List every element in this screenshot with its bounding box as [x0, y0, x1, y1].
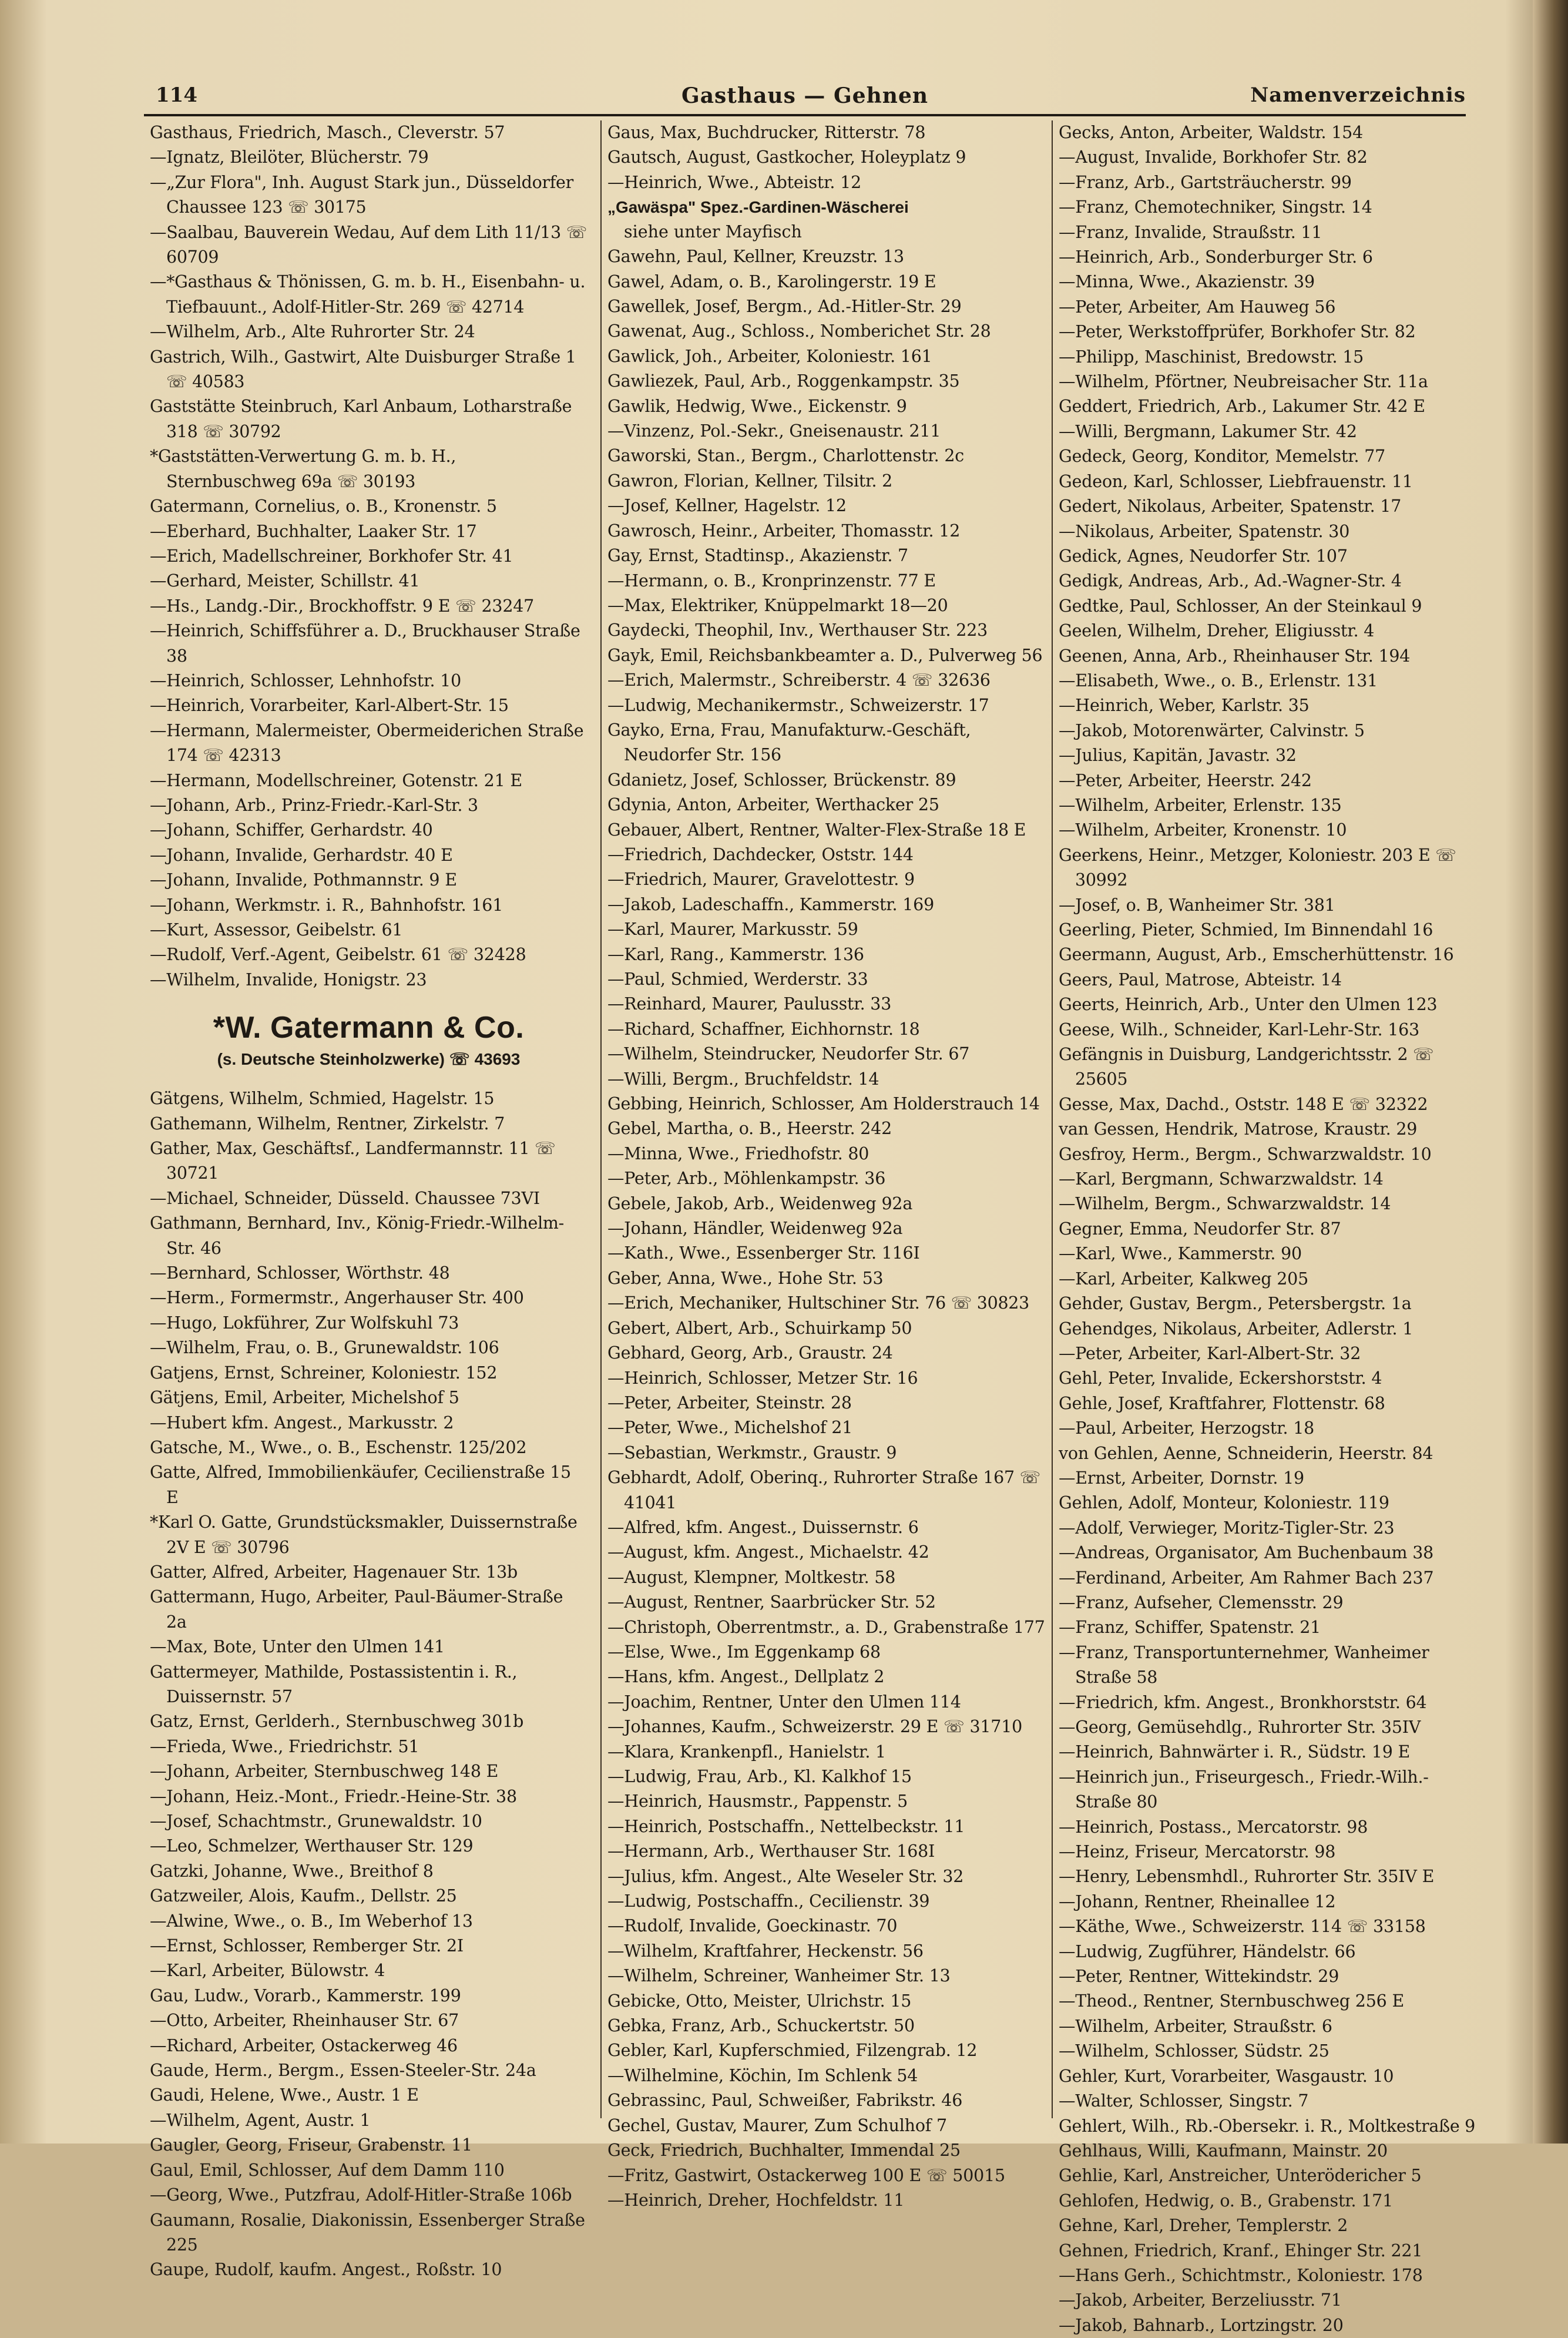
directory-entry: —Heinrich, Postass., Mercatorstr. 98 [1059, 1817, 1368, 1837]
directory-entry: Geelen, Wilhelm, Dreher, Eligiusstr. 4 [1059, 621, 1375, 641]
directory-entry: —Henry, Lebensmhdl., Ruhrorter Str. 35IV E [1059, 1867, 1435, 1887]
directory-entry: —Else, Wwe., Im Eggenkamp 68 [607, 1642, 881, 1662]
directory-entry: Gaumann, Rosalie, Diakonissin, Essenberger Straße 225 [150, 2210, 585, 2255]
column-2-entries-bottom [607, 244, 1054, 2213]
directory-entry: Gatz, Ernst, Gerlderh., Sternbuschweg 301b [150, 1712, 524, 1732]
directory-entry: —Saalbau, Bauverein Wedau, Auf dem Lith 11/13 ☏ 60709 [150, 222, 587, 267]
directory-entry: Gehlofen, Hedwig, o. B., Grabenstr. 171 [1059, 2191, 1394, 2210]
directory-entry: —Klara, Krankenpfl., Hanielstr. 1 [607, 1742, 886, 1762]
directory-entry: —Karl, Arbeiter, Kalkweg 205 [1059, 1269, 1309, 1289]
directory-entry: —Peter, Werkstoffprüfer, Borkhofer Str. 82 [1059, 322, 1416, 342]
directory-entry: Gehnen, Friedrich, Kranf., Ehinger Str. 221 [1059, 2240, 1423, 2260]
directory-entry: —Franz, Arb., Gartsträucherstr. 99 [1059, 172, 1352, 192]
directory-entry: —Alfred, kfm. Angest., Duissernstr. 6 [607, 1517, 919, 1537]
column-2 [600, 120, 1054, 2210]
column-3-entries [1059, 120, 1482, 2338]
book-spine [1533, 0, 1568, 2144]
directory-entry: —Heinz, Friseur, Mercatorstr. 98 [1059, 1842, 1336, 1862]
directory-entry: von Gehlen, Aenne, Schneiderin, Heerstr. 84 [1059, 1443, 1433, 1463]
directory-entry: —Hermann, Modellschreiner, Gotenstr. 21 E [150, 770, 522, 790]
directory-entry: Gaus, Max, Buchdrucker, Ritterstr. 78 [607, 123, 926, 142]
directory-entry: Gegner, Emma, Neudorfer Str. 87 [1059, 1219, 1341, 1239]
directory-entry: —Nikolaus, Arbeiter, Spatenstr. 30 [1059, 521, 1350, 541]
directory-entry: —Erich, Madellschreiner, Borkhofer Str. 41 [150, 546, 513, 566]
directory-entry: Gathmann, Bernhard, Inv., König-Friedr.-Wilhelm-Str. 46 [150, 1213, 564, 1258]
directory-entry: —Joachim, Rentner, Unter den Ulmen 114 [607, 1692, 961, 1712]
directory-entry: —Hubert kfm. Angest., Markusstr. 2 [150, 1413, 454, 1433]
directory-entry: —August, Klempner, Moltkestr. 58 [607, 1567, 896, 1587]
gawaspa-notice [607, 195, 1054, 244]
directory-entry: —Hans Gerh., Schichtmstr., Koloniestr. 178 [1059, 2265, 1423, 2285]
directory-entry: —Heinrich, Vorarbeiter, Karl-Albert-Str. 15 [150, 696, 509, 716]
directory-entry: —Johann, Arb., Prinz-Friedr.-Karl-Str. 3 [150, 795, 478, 815]
directory-entry: —Paul, Schmied, Werderstr. 33 [607, 970, 868, 989]
directory-entry: —Peter, Arbeiter, Steinstr. 28 [607, 1393, 852, 1413]
directory-entry: —Erich, Mechaniker, Hultschiner Str. 76 ☏ 30823 [607, 1293, 1029, 1313]
directory-entry: Gesse, Max, Dachd., Oststr. 148 E ☏ 32322 [1059, 1094, 1428, 1114]
directory-entry: —Heinrich, Schiffsführer a. D., Bruckhauser Straße 38 [150, 621, 580, 666]
directory-entry: —Rudolf, Invalide, Goeckinastr. 70 [607, 1916, 898, 1936]
directory-entry: —Hugo, Lokführer, Zur Wolfskuhl 73 [150, 1313, 459, 1333]
directory-entry: —Ferdinand, Arbeiter, Am Rahmer Bach 237 [1059, 1568, 1434, 1588]
directory-entry: —Hermann, Arb., Werthauser Str. 168I [607, 1841, 935, 1861]
directory-entry: —Heinrich, Dreher, Hochfeldstr. 11 [607, 2190, 905, 2210]
directory-entry: —Max, Elektriker, Knüppelmarkt 18—20 [607, 595, 948, 615]
directory-entry: Gastrich, Wilh., Gastwirt, Alte Duisburger Straße 1 ☏ 40583 [150, 347, 576, 392]
page-header [144, 83, 1466, 116]
directory-entry: —Johann, Heiz.-Mont., Friedr.-Heine-Str. 38 [150, 1786, 517, 1806]
directory-entry: —Georg, Gemüsehdlg., Ruhrorter Str. 35IV [1059, 1718, 1421, 1737]
gawaspa-title: „Gawäspa" Spez.-Gardinen-Wäscherei [607, 198, 909, 217]
directory-entry: —Ludwig, Postschaffn., Cecilienstr. 39 [607, 1891, 930, 1911]
directory-entry: —Heinrich, Schlosser, Metzer Str. 16 [607, 1368, 918, 1388]
directory-entry: Gebbing, Heinrich, Schlosser, Am Holderstrauch 14 [607, 1094, 1040, 1114]
directory-entry: Gedeon, Karl, Schlosser, Liebfrauenstr. 11 [1059, 471, 1413, 491]
directory-entry: Gesfroy, Herm., Bergm., Schwarzwaldstr. 10 [1059, 1144, 1432, 1164]
directory-entry: —Adolf, Verwieger, Moritz-Tigler-Str. 23 [1059, 1518, 1395, 1538]
directory-entry: Gefängnis in Duisburg, Landgerichtsstr. 2 ☏ 25605 [1059, 1045, 1434, 1089]
directory-entry: —Karl, Wwe., Kammerstr. 90 [1059, 1244, 1302, 1264]
directory-entry: —Sebastian, Werkmstr., Graustr. 9 [607, 1443, 897, 1462]
directory-entry: —Bernhard, Schlosser, Wörthstr. 48 [150, 1263, 450, 1283]
directory-entry: Gaugler, Georg, Friseur, Grabenstr. 11 [150, 2135, 472, 2155]
directory-entry: —Josef, Kellner, Hagelstr. 12 [607, 496, 847, 516]
directory-entry: —Gerhard, Meister, Schillstr. 41 [150, 571, 420, 591]
directory-entry: —Heinrich, Weber, Karlstr. 35 [1059, 696, 1310, 716]
directory-entry: —Minna, Wwe., Friedhofstr. 80 [607, 1143, 869, 1163]
directory-entry: —Karl, Maurer, Markusstr. 59 [607, 920, 858, 940]
directory-entry: —Eberhard, Buchhalter, Laaker Str. 17 [150, 521, 477, 541]
directory-entry: Gautsch, August, Gastkocher, Holeyplatz 9 [607, 147, 966, 167]
directory-entry: Gebicke, Otto, Meister, Ulrichstr. 15 [607, 1991, 912, 2011]
directory-entry: Geerling, Pieter, Schmied, Im Binnendahl 16 [1059, 920, 1433, 940]
directory-entry: Gawel, Adam, o. B., Karolingerstr. 19 E [607, 271, 936, 291]
directory-entry: Gatermann, Cornelius, o. B., Kronenstr. 5 [150, 497, 497, 516]
directory-entry: —Heinrich, Arb., Sonderburger Str. 6 [1059, 247, 1373, 267]
directory-entry: —Karl, Arbeiter, Bülowstr. 4 [150, 1961, 385, 1981]
directory-entry: Gatsche, M., Wwe., o. B., Eschenstr. 125/202 [150, 1437, 527, 1457]
directory-entry: —Minna, Wwe., Akazienstr. 39 [1059, 272, 1315, 292]
directory-entry: Gehlen, Adolf, Monteur, Koloniestr. 119 [1059, 1493, 1389, 1513]
directory-entry: —Wilhelm, Kraftfahrer, Heckenstr. 56 [607, 1941, 924, 1961]
directory-entry: —Hans, kfm. Angest., Dellplatz 2 [607, 1667, 885, 1687]
directory-entry: Gaworski, Stan., Bergm., Charlottenstr. 2c [607, 446, 965, 466]
directory-entry: Gehler, Kurt, Vorarbeiter, Wasgaustr. 10 [1059, 2066, 1394, 2086]
directory-entry: —Karl, Bergmann, Schwarzwaldstr. 14 [1059, 1169, 1384, 1189]
directory-entry: —Frieda, Wwe., Friedrichstr. 51 [150, 1736, 419, 1756]
directory-entry: —Josef, o. B, Wanheimer Str. 381 [1059, 895, 1335, 915]
directory-entry: —Johann, Händler, Weidenweg 92a [607, 1219, 903, 1239]
directory-entry: *Gaststätten-Verwertung G. m. b. H., Sternbuschweg 69a ☏ 30193 [150, 447, 456, 491]
directory-entry: —Heinrich, Postschaffn., Nettelbeckstr. 11 [607, 1816, 965, 1836]
directory-entry: Gedtke, Paul, Schlosser, An der Steinkaul 9 [1059, 596, 1422, 616]
directory-entry: —Paul, Arbeiter, Herzogstr. 18 [1059, 1418, 1315, 1438]
directory-entry: —August, kfm. Angest., Michaelstr. 42 [607, 1542, 929, 1562]
directory-entry: —Jakob, Bahnarb., Lortzingstr. 20 [1059, 2315, 1344, 2335]
directory-entry: —Johann, Rentner, Rheinallee 12 [1059, 1891, 1336, 1911]
directory-entry: Gebert, Albert, Arb., Schuirkamp 50 [607, 1318, 912, 1338]
directory-entry: —Willi, Bergmann, Lakumer Str. 42 [1059, 421, 1357, 441]
directory-entry: Gayk, Emil, Reichsbankbeamter a. D., Pulverweg 56 [607, 645, 1043, 665]
directory-entry: Gebhardt, Adolf, Oberinq., Ruhrorter Straße 167 ☏ 41041 [607, 1468, 1040, 1512]
directory-entry: Gatte, Alfred, Immobilienkäufer, Cecilienstraße 15 E [150, 1462, 571, 1507]
directory-entry: Geddert, Friedrich, Arb., Lakumer Str. 42 E [1059, 397, 1425, 417]
directory-entry: —Franz, Aufseher, Clemensstr. 29 [1059, 1592, 1344, 1612]
directory-entry: Gebka, Franz, Arb., Schuckertstr. 50 [607, 2016, 915, 2036]
directory-entry: —Franz, Schiffer, Spatenstr. 21 [1059, 1618, 1321, 1638]
directory-entry: Gehne, Karl, Dreher, Templerstr. 2 [1059, 2216, 1348, 2236]
directory-entry: Gather, Max, Geschäftsf., Landfermannstr. 11 ☏ 30721 [150, 1139, 556, 1183]
directory-entry: Gätjens, Emil, Arbeiter, Michelshof 5 [150, 1388, 459, 1408]
directory-entry: Gatjens, Ernst, Schreiner, Koloniestr. 152 [150, 1363, 498, 1383]
directory-entry: Gawlick, Joh., Arbeiter, Koloniestr. 161 [607, 346, 932, 366]
directory-entry: —Franz, Chemotechniker, Singstr. 14 [1059, 197, 1372, 217]
directory-entry: —Johann, Werkmstr. i. R., Bahnhofstr. 161 [150, 895, 503, 915]
directory-entry: —Wilhelm, Arbeiter, Straußstr. 6 [1059, 2016, 1332, 2036]
directory-entry: Gebele, Jakob, Arb., Weidenweg 92a [607, 1193, 913, 1213]
directory-entry: —Rudolf, Verf.-Agent, Geibelstr. 61 ☏ 32428 [150, 945, 526, 965]
directory-entry: —Georg, Wwe., Putzfrau, Adolf-Hitler-Straße 106b [150, 2185, 572, 2205]
directory-entry: —Wilhelm, Arb., Alte Ruhrorter Str. 24 [150, 322, 475, 342]
directory-entry: Geenen, Anna, Arb., Rheinhauser Str. 194 [1059, 646, 1411, 666]
column-1-entries-bottom [150, 1086, 587, 2283]
directory-entry: Gattermeyer, Mathilde, Postassistentin i. R., Duissernstr. 57 [150, 1662, 518, 1706]
directory-entry: —Peter, Rentner, Wittekindstr. 29 [1059, 1967, 1339, 1987]
directory-entry: —Jakob, Motorenwärter, Calvinstr. 5 [1059, 720, 1365, 740]
directory-entry: —Otto, Arbeiter, Rheinhauser Str. 67 [150, 2011, 459, 2031]
directory-entry: —Alwine, Wwe., o. B., Im Weberhof 13 [150, 1911, 473, 1931]
directory-entry: —Heinrich, Schlosser, Lehnhofstr. 10 [150, 670, 462, 690]
directory-entry: *Karl O. Gatte, Grundstücksmakler, Duissernstraße 2V E ☏ 30796 [150, 1512, 577, 1557]
directory-entry: —Andreas, Organisator, Am Buchenbaum 38 [1059, 1543, 1434, 1563]
header-title: Gasthaus — Gehnen [681, 83, 929, 108]
directory-entry: —Heinrich, Bahnwärter i. R., Südstr. 19 E [1059, 1742, 1411, 1762]
directory-entry: —Jakob, Ladeschaffn., Kammerstr. 169 [607, 894, 935, 914]
directory-entry: Gehder, Gustav, Bergm., Petersbergstr. 1a [1059, 1294, 1412, 1314]
directory-entry: Gaststätte Steinbruch, Karl Anbaum, Lotharstraße 318 ☏ 30792 [150, 397, 572, 441]
directory-entry: —Herm., Formermstr., Angerhauser Str. 400 [150, 1288, 524, 1308]
directory-entry: Gehlert, Wilh., Rb.-Obersekr. i. R., Moltkestraße 9 [1059, 2116, 1475, 2136]
directory-entry: Gechel, Gustav, Maurer, Zum Schulhof 7 [607, 2115, 947, 2135]
directory-entry: —Wilhelm, Schlosser, Südstr. 25 [1059, 2041, 1329, 2061]
directory-entry: Gedert, Nikolaus, Arbeiter, Spatenstr. 17 [1059, 497, 1402, 516]
directory-entry: Geese, Wilh., Schneider, Karl-Lehr-Str. 163 [1059, 1019, 1420, 1039]
directory-entry: —Max, Bote, Unter den Ulmen 141 [150, 1637, 445, 1657]
directory-entry: Gaude, Herm., Bergm., Essen-Steeler-Str. 24a [150, 2061, 536, 2081]
directory-entry: Geers, Paul, Matrose, Abteistr. 14 [1059, 970, 1342, 989]
directory-entry: —Johann, Schiffer, Gerhardstr. 40 [150, 820, 433, 840]
directory-entry: —Theod., Rentner, Sternbuschweg 256 E [1059, 1991, 1405, 2011]
directory-entry: —Wilhelm, Invalide, Honigstr. 23 [150, 970, 427, 989]
directory-entry: —Hermann, o. B., Kronprinzenstr. 77 E [607, 571, 936, 591]
directory-entry: —Vinzenz, Pol.-Sekr., Gneisenaustr. 211 [607, 421, 941, 441]
directory-entry: Gatter, Alfred, Arbeiter, Hagenauer Str. 13b [150, 1562, 518, 1582]
directory-entry: —August, Rentner, Saarbrücker Str. 52 [607, 1592, 936, 1612]
directory-entry: Gedigk, Andreas, Arb., Ad.-Wagner-Str. 4 [1059, 571, 1402, 591]
directory-entry: Gebauer, Albert, Rentner, Walter-Flex-Straße 18 E [607, 820, 1026, 840]
directory-entry: —Hermann, Malermeister, Obermeiderichen Straße 174 ☏ 42313 [150, 720, 584, 766]
column-1-entries-top [150, 120, 587, 992]
directory-entry: Gebel, Martha, o. B., Heerstr. 242 [607, 1119, 892, 1139]
directory-entry: —Michael, Schneider, Düsseld. Chaussee 73VI [150, 1188, 540, 1208]
directory-entry: Gehle, Josef, Kraftfahrer, Flottenstr. 68 [1059, 1393, 1385, 1413]
header-section: Namenverzeichnis [1250, 83, 1466, 107]
directory-entry: —Wilhelm, Steindrucker, Neudorfer Str. 67 [607, 1044, 970, 1064]
directory-entry: Gattermann, Hugo, Arbeiter, Paul-Bäumer-Straße 2a [150, 1587, 563, 1632]
directory-entry: —Wilhelm, Agent, Austr. 1 [150, 2110, 371, 2130]
directory-entry: —Walter, Schlosser, Singstr. 7 [1059, 2091, 1309, 2111]
directory-entry: —Willi, Bergm., Bruchfeldstr. 14 [607, 1069, 879, 1089]
directory-entry: —Peter, Arbeiter, Heerstr. 242 [1059, 770, 1312, 790]
directory-entry: —Julius, Kapitän, Javastr. 32 [1059, 746, 1297, 766]
directory-entry: —Jakob, Arbeiter, Berzeliusstr. 71 [1059, 2290, 1342, 2310]
directory-entry: —Johann, Invalide, Gerhardstr. 40 E [150, 845, 453, 865]
directory-entry: —Richard, Schaffner, Eichhornstr. 18 [607, 1019, 920, 1039]
directory-entry: Gebrassinc, Paul, Schweißer, Fabrikstr. 46 [607, 2091, 963, 2111]
advertisement-title: *W. Gatermann & Co. [213, 1011, 525, 1045]
page-number: 114 [156, 83, 197, 107]
directory-entry: Gecks, Anton, Arbeiter, Waldstr. 154 [1059, 123, 1364, 142]
directory-entry: Gehlhaus, Willi, Kaufmann, Mainstr. 20 [1059, 2141, 1388, 2161]
directory-entry: —Heinrich jun., Friseurgesch., Friedr.-Wilh.-Straße 80 [1059, 1767, 1429, 1812]
directory-entry: —Reinhard, Maurer, Paulusstr. 33 [607, 994, 892, 1014]
directory-entry: Gatzki, Johanne, Wwe., Breithof 8 [150, 1861, 434, 1881]
directory-entry: —*Gasthaus & Thönissen, G. m. b. H., Eisenbahn- u. Tiefbauunt., Adolf-Hitler-Str. 269 ☏ 42714 [150, 272, 586, 317]
directory-entry: —Wilhelmine, Köchin, Im Schlenk 54 [607, 2065, 918, 2085]
directory-entry: Gawehn, Paul, Kellner, Kreuzstr. 13 [607, 247, 904, 267]
directory-entry: Gawlik, Hedwig, Wwe., Eickenstr. 9 [607, 396, 907, 416]
directory-entry: —Wilhelm, Bergm., Schwarzwaldstr. 14 [1059, 1194, 1391, 1214]
directory-entry: —Wilhelm, Frau, o. B., Grunewaldstr. 106 [150, 1338, 499, 1358]
directory-entry: —Josef, Schachtmstr., Grunewaldstr. 10 [150, 1812, 482, 1831]
directory-entry: Geck, Friedrich, Buchhalter, Immendal 25 [607, 2141, 961, 2161]
directory-entry: Gawliezek, Paul, Arb., Roggenkampstr. 35 [607, 371, 960, 391]
column-3 [1052, 120, 1482, 2335]
directory-entry: Gaydecki, Theophil, Inv., Werthauser Str. 223 [607, 620, 988, 640]
directory-entry: Gawenat, Aug., Schloss., Nomberichet Str. 28 [607, 321, 991, 341]
directory-entry: Gdanietz, Josef, Schlosser, Brückenstr. 89 [607, 770, 956, 790]
directory-entry: —Ernst, Arbeiter, Dornstr. 19 [1059, 1468, 1304, 1488]
directory-entry: —Elisabeth, Wwe., o. B., Erlenstr. 131 [1059, 670, 1378, 690]
directory-entry: —„Zur Flora", Inh. August Stark jun., Düsseldorfer Chaussee 123 ☏ 30175 [150, 172, 573, 217]
advertisement-gatermann [150, 992, 587, 1086]
directory-entry: —Erich, Malermstr., Schreiberstr. 4 ☏ 32636 [607, 670, 991, 690]
directory-entry: Gedick, Agnes, Neudorfer Str. 107 [1059, 546, 1348, 566]
directory-entry: Gaudi, Helene, Wwe., Austr. 1 E [150, 2085, 419, 2105]
directory-entry: Gehendges, Nikolaus, Arbeiter, Adlerstr. 1 [1059, 1319, 1413, 1339]
directory-entry: —Kurt, Assessor, Geibelstr. 61 [150, 920, 403, 940]
directory-entry: Gaul, Emil, Schlosser, Auf dem Damm 110 [150, 2160, 505, 2180]
directory-entry: —Ludwig, Zugführer, Händelstr. 66 [1059, 1941, 1356, 1961]
column-2-entries-top [607, 120, 1054, 195]
directory-entry: —Käthe, Wwe., Schweizerstr. 114 ☏ 33158 [1059, 1917, 1426, 1937]
directory-entry: —Ernst, Schlosser, Remberger Str. 2I [150, 1936, 464, 1956]
directory-entry: Geermann, August, Arb., Emscherhüttenstr. 16 [1059, 945, 1454, 965]
directory-entry: Gay, Ernst, Stadtinsp., Akazienstr. 7 [607, 546, 908, 566]
directory-entry: —Richard, Arbeiter, Ostackerweg 46 [150, 2035, 458, 2055]
directory-entry: —Peter, Arbeiter, Karl-Albert-Str. 32 [1059, 1343, 1361, 1363]
directory-entry: Gayko, Erna, Frau, Manufakturw.-Geschäft, Neudorfer Str. 156 [607, 720, 971, 765]
directory-entry: —Wilhelm, Arbeiter, Erlenstr. 135 [1059, 795, 1342, 815]
column-1 [150, 120, 587, 2280]
directory-entry: Gebler, Karl, Kupferschmied, Filzengrab. 12 [607, 2041, 978, 2061]
directory-entry: —Wilhelm, Pförtner, Neubreisacher Str. 11a [1059, 372, 1428, 392]
directory-entry: —Johann, Invalide, Pothmannstr. 9 E [150, 870, 457, 890]
directory-entry: Gätgens, Wilhelm, Schmied, Hagelstr. 15 [150, 1089, 495, 1109]
directory-entry: Gathemann, Wilhelm, Rentner, Zirkelstr. 7 [150, 1113, 505, 1133]
directory-entry: —Heinrich, Hausmstr., Pappenstr. 5 [607, 1792, 908, 1812]
directory-entry: —Ignatz, Bleilöter, Blücherstr. 79 [150, 147, 429, 167]
directory-entry: —Karl, Rang., Kammerstr. 136 [607, 944, 864, 964]
directory-entry: —Peter, Arbeiter, Am Hauweg 56 [1059, 297, 1336, 317]
advertisement-subtitle: (s. Deutsche Steinholzwerke) ☏ 43693 [217, 1050, 521, 1069]
directory-entry: —Leo, Schmelzer, Werthauser Str. 129 [150, 1836, 474, 1856]
directory-entry: —Johann, Arbeiter, Sternbuschweg 148 E [150, 1762, 499, 1782]
directory-entry: —Franz, Transportunternehmer, Wanheimer Straße 58 [1059, 1642, 1429, 1688]
directory-entry: Gau, Ludw., Vorarb., Kammerstr. 199 [150, 1985, 461, 2005]
directory-entry: —Hs., Landg.-Dir., Brockhoffstr. 9 E ☏ 23247 [150, 596, 535, 616]
directory-entry: —Friedrich, Maurer, Gravelottestr. 9 [607, 870, 915, 890]
directory-entry: —Kath., Wwe., Essenberger Str. 116I [607, 1243, 920, 1263]
directory-entry: Gedeck, Georg, Konditor, Memelstr. 77 [1059, 447, 1386, 467]
directory-entry: —Friedrich, kfm. Angest., Bronkhorststr. 64 [1059, 1692, 1427, 1712]
directory-entry: Gatzweiler, Alois, Kaufm., Dellstr. 25 [150, 1886, 457, 1906]
gawaspa-note: siehe unter Mayfisch [624, 222, 802, 242]
directory-entry: van Gessen, Hendrik, Matrose, Kraustr. 29 [1059, 1119, 1418, 1139]
directory-entry: Gehlie, Karl, Anstreicher, Unterödericher 5 [1059, 2166, 1422, 2186]
directory-entry: Gdynia, Anton, Arbeiter, Werthacker 25 [607, 795, 939, 815]
directory-entry: —Johannes, Kaufm., Schweizerstr. 29 E ☏ 31710 [607, 1717, 1023, 1737]
directory-entry: Gawellek, Josef, Bergm., Ad.-Hitler-Str. 29 [607, 297, 962, 317]
directory-entry: —Friedrich, Dachdecker, Oststr. 144 [607, 844, 914, 864]
directory-entry: Geerkens, Heinr., Metzger, Koloniestr. 203 E ☏ 30992 [1059, 845, 1456, 890]
directory-entry: —Ludwig, Mechanikermstr., Schweizerstr. 17 [607, 695, 989, 715]
directory-entry: —Peter, Wwe., Michelshof 21 [607, 1418, 853, 1438]
directory-entry: —Wilhelm, Arbeiter, Kronenstr. 10 [1059, 820, 1347, 840]
directory-entry: Gawron, Florian, Kellner, Tilsitr. 2 [607, 471, 893, 491]
directory-entry: Gawrosch, Heinr., Arbeiter, Thomasstr. 12 [607, 521, 961, 541]
directory-entry: —Peter, Arb., Möhlenkampstr. 36 [607, 1169, 886, 1189]
directory-entry: —Philipp, Maschinist, Bredowstr. 15 [1059, 347, 1364, 367]
directory-entry: —Franz, Invalide, Straußstr. 11 [1059, 222, 1322, 242]
directory-entry: —Wilhelm, Schreiner, Wanheimer Str. 13 [607, 1966, 951, 1986]
directory-entry: —August, Invalide, Borkhofer Str. 82 [1059, 147, 1368, 167]
directory-entry: Gaupe, Rudolf, kaufm. Angest., Roßstr. 10 [150, 2260, 502, 2280]
directory-entry: Geber, Anna, Wwe., Hohe Str. 53 [607, 1268, 884, 1288]
directory-entry: Gasthaus, Friedrich, Masch., Cleverstr. 57 [150, 123, 505, 142]
directory-entry: Gebhard, Georg, Arb., Graustr. 24 [607, 1343, 893, 1363]
directory-entry: Gehl, Peter, Invalide, Eckershorststr. 4 [1059, 1368, 1382, 1388]
directory-entry: —Fritz, Gastwirt, Ostackerweg 100 E ☏ 50015 [607, 2165, 1005, 2185]
directory-entry: Geerts, Heinrich, Arb., Unter den Ulmen 123 [1059, 995, 1438, 1015]
directory-entry: —Ludwig, Frau, Arb., Kl. Kalkhof 15 [607, 1767, 912, 1786]
directory-entry: —Heinrich, Wwe., Abteistr. 12 [607, 172, 862, 192]
directory-entry: —Christoph, Oberrentmstr., a. D., Grabenstraße 177 [607, 1617, 1045, 1637]
directory-entry: —Julius, kfm. Angest., Alte Weseler Str. 32 [607, 1866, 964, 1886]
